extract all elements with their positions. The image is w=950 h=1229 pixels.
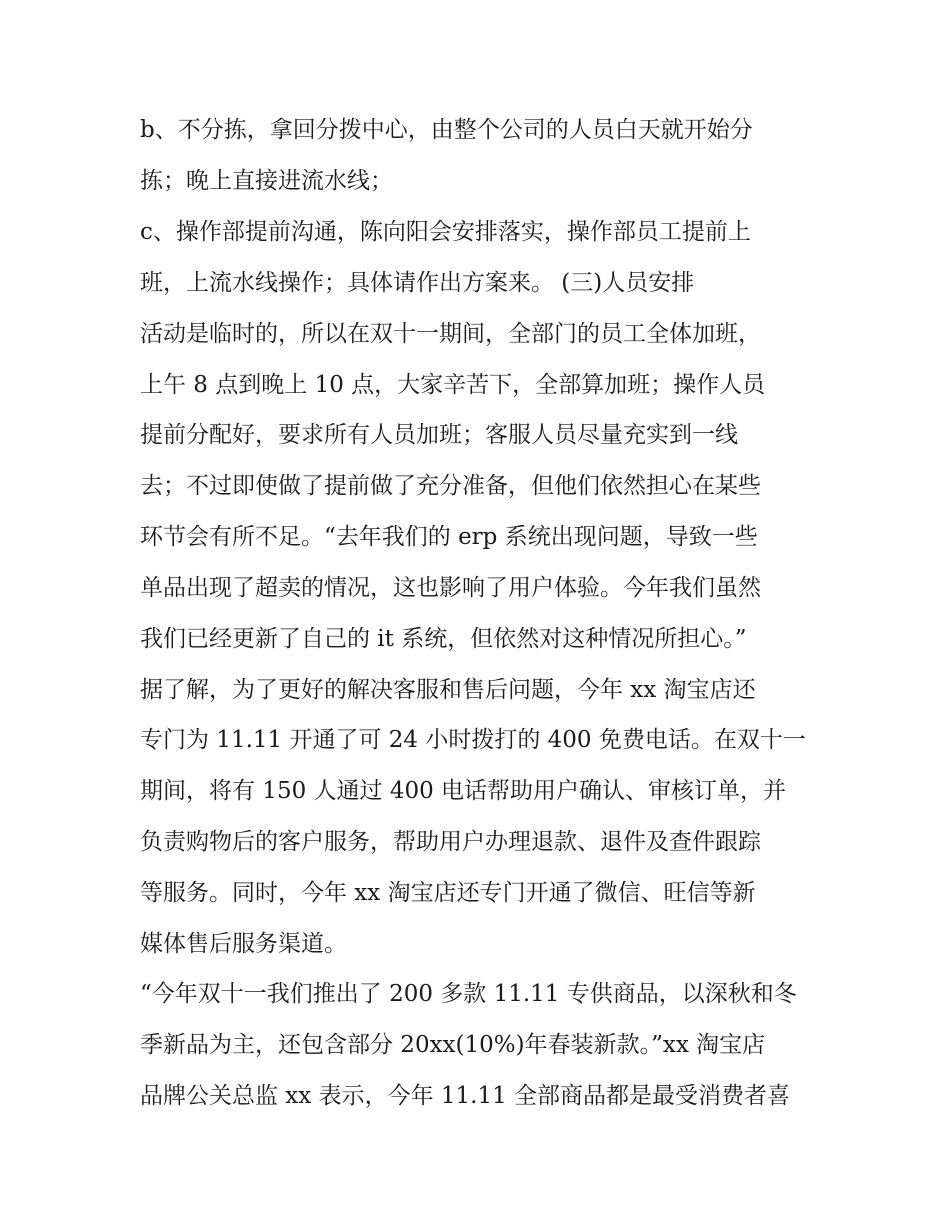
text-line: 去；不过即使做了提前做了充分准备，但他们依然担心在某些 <box>140 473 761 499</box>
text-line: 上午 8 点到晚上 10 点，大家辛苦下，全部算加班；操作人员 <box>140 372 766 398</box>
text-line: 环节会有所不足。“去年我们的 erp 系统出现问题，导致一些 <box>140 524 758 550</box>
text-line: 等服务。同时，今年 xx 淘宝店还专门开通了微信、旺信等新 <box>140 880 756 906</box>
text-line: 专门为 11.11 开通了可 24 小时拨打的 400 免费电话。在双十一 <box>140 727 806 753</box>
text-line: 负责购物后的客户服务，帮助用户办理退款、退件及查件跟踪 <box>140 829 761 855</box>
text-line: 期间，将有 150 人通过 400 电话帮助用户确认、审核订单，并 <box>140 778 787 804</box>
text-line: 品牌公关总监 xx 表示，今年 11.11 全部商品都是最受消费者喜 <box>140 1083 791 1109</box>
text-line: 单品出现了超卖的情况，这也影响了用户体验。今年我们虽然 <box>140 575 761 601</box>
text-line: 班，上流水线操作；具体请作出方案来。 (三)人员安排 <box>140 270 695 296</box>
text-line: “今年双十一我们推出了 200 多款 11.11 专供商品，以深秋和冬 <box>140 981 797 1007</box>
text-line: 拣；晚上直接进流水线； <box>140 168 393 194</box>
text-line: 活动是临时的，所以在双十一期间，全部门的员工全体加班， <box>140 321 761 347</box>
text-line: 季新品为主，还包含部分 20xx(10%)年春装新款。”xx 淘宝店 <box>140 1032 766 1058</box>
text-line: b、不分拣，拿回分拨中心，由整个公司的人员白天就开始分 <box>140 117 753 143</box>
text-line: 提前分配好，要求所有人员加班；客服人员尽量充实到一线 <box>140 422 738 448</box>
text-line: 媒体售后服务渠道。 <box>140 931 347 957</box>
text-line: 我们已经更新了自己的 it 系统，但依然对这种情况所担心。” <box>140 626 747 652</box>
text-line: c、操作部提前沟通，陈向阳会安排落实，操作部员工提前上 <box>140 219 751 245</box>
text-line: 据了解，为了更好的解决客服和售后问题，今年 xx 淘宝店还 <box>140 677 756 703</box>
